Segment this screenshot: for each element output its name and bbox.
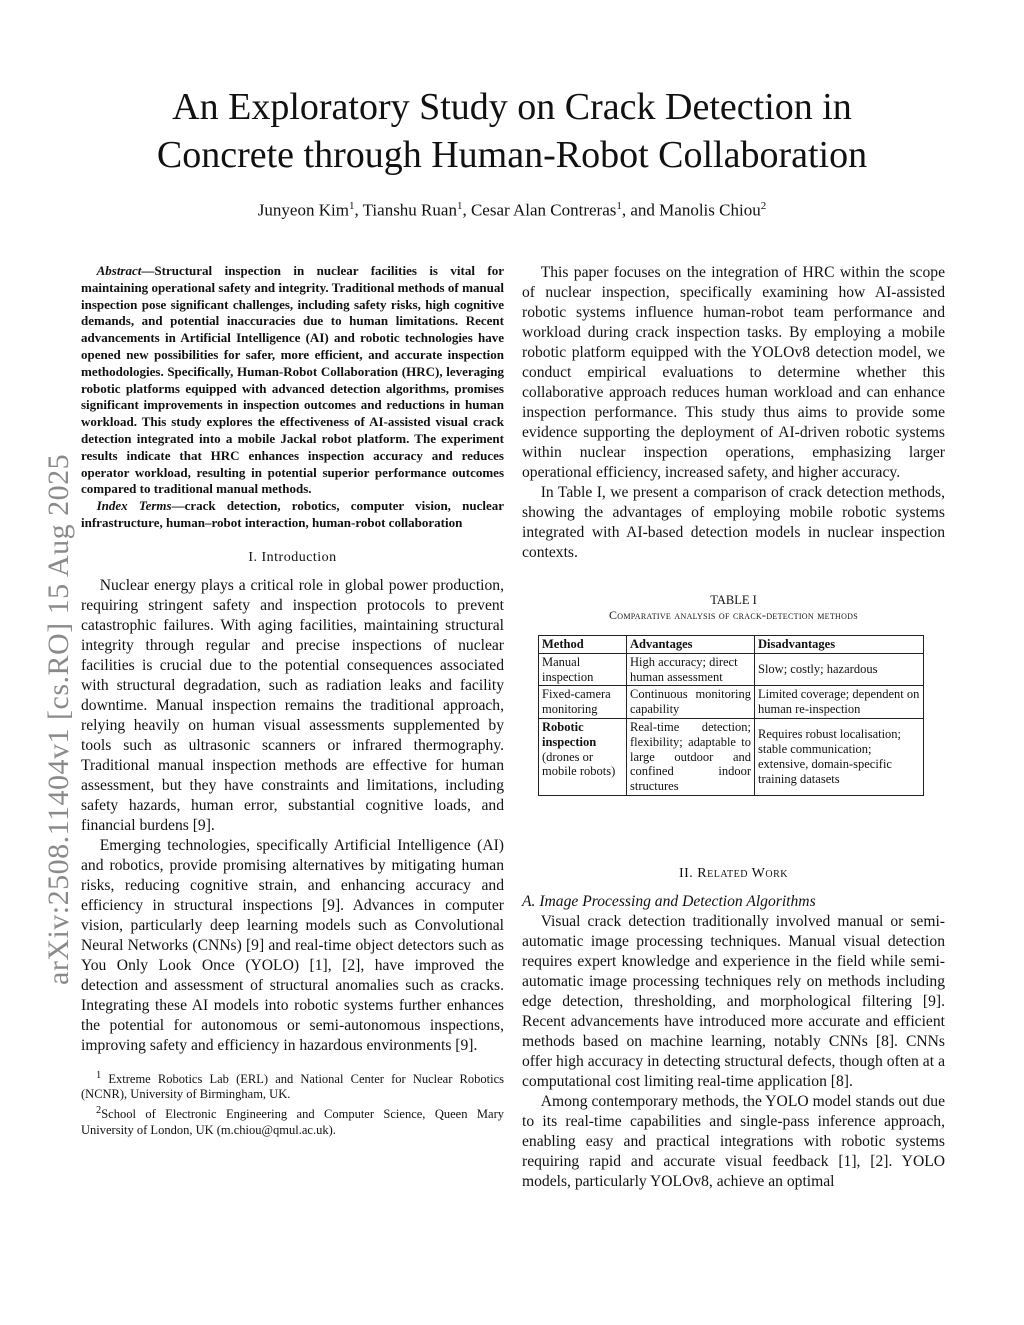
section-heading-introduction: I. Introduction bbox=[248, 549, 337, 565]
body-paragraph: This paper focuses on the integration of HRC within the scope of nuclear inspection, specifically examining how AI-assisted robotic systems influence human-robot team performance and workload during crack inspection tasks. By employing a mobile robotic platform equipped with the YOLOv8 detection model, we conduct empirical evaluations to determine whether this collaborative approach reduces human workload and can enhance inspection performance. This study thus aims to provide some evidence supporting the deployment of AI-driven robotic systems within nuclear inspection operations, emphasizing larger operational efficiency, increased safety, and higher accuracy. bbox=[522, 264, 945, 481]
table-title: Comparative analysis of crack-detection methods bbox=[608, 608, 859, 622]
index-terms-text: —crack detection, robotics, computer vision, nuclear infrastructure, human–robot interaction, human-robot collaboration bbox=[81, 498, 504, 530]
method-bold-label: Robotic inspection bbox=[542, 719, 597, 749]
left-column bbox=[81, 263, 504, 1138]
body-paragraph: Among contemporary methods, the YOLO model stands out due to its real-time capabilities and single-pass inference approach, enabling easy and practical integrations with robotic systems requiring rapid and accurate visual feedback [1], [2]. YOLO models, particularly YOLOv8, achieve an optimal bbox=[522, 1092, 945, 1190]
author-separator: , bbox=[354, 200, 363, 220]
section-heading-related-work: II. Related Work bbox=[678, 865, 788, 881]
table-cell-advantages: Real-time detection; flexibility; adaptable to large outdoor and confined indoor structures bbox=[627, 718, 755, 795]
title-line-2: Concrete through Human-Robot Collaboration bbox=[156, 134, 868, 176]
comparison-table bbox=[538, 635, 924, 796]
title-line-1: An Exploratory Study on Crack Detection in bbox=[172, 86, 852, 128]
arxiv-identifier: arXiv:2508.11404v1 [cs.RO] 15 Aug 2025 bbox=[42, 453, 75, 985]
table-header-cell: Method bbox=[539, 636, 627, 654]
affiliation-mark: 1 bbox=[348, 200, 355, 212]
author-name: Manolis Chiou bbox=[659, 200, 761, 220]
affiliation-mark: 1 bbox=[616, 200, 622, 212]
author-name: Tianshu Ruan bbox=[362, 200, 457, 220]
method-note: (drones or mobile robots) bbox=[542, 749, 616, 779]
table-cell-disadvantages: Limited coverage; dependent on human re-inspection bbox=[755, 686, 924, 719]
abstract-label: Abstract bbox=[96, 263, 142, 278]
table-cell-method: Manual inspection bbox=[539, 653, 627, 686]
footnote-text: School of Electronic Engineering and Computer Science, Queen Mary University of London, UK (m.chiou@qmul.ac.uk). bbox=[81, 1107, 504, 1137]
table-row bbox=[539, 653, 924, 686]
intro-paragraph: Nuclear energy plays a critical role in global power production, requiring stringent safety and inspection protocols to prevent catastrophic failures. With aging facilities, maintaining structural integrity through regular and precise inspections of nuclear facilities is crucial due to the potential consequences associated with structural degradation, such as radiation leaks and facility downtime. Manual inspection remains the traditional approach, relying heavily on human visual assessments supplemented by tools such as ultrasonic scanners or infrared thermography. Traditional manual inspection methods are effective for human assessment, but they have constraints and limitations, including safety hazards, human error, substantial cognitive loads, and financial burdens [9]. bbox=[81, 576, 504, 834]
table-header-cell: Advantages bbox=[627, 636, 755, 654]
right-column bbox=[522, 263, 945, 1192]
author-separator: , bbox=[462, 200, 471, 220]
subsection-heading: A. Image Processing and Detection Algorithms bbox=[522, 892, 816, 910]
affiliation-mark: 2 bbox=[760, 200, 767, 212]
table-cell-advantages: Continuous monitoring capability bbox=[627, 686, 755, 719]
footnote-mark: 1 bbox=[96, 1069, 102, 1081]
index-terms bbox=[81, 498, 504, 532]
body-paragraph: Visual crack detection traditionally involved manual or semi-automatic image processing techniques. Manual visual detection requires expert knowledge and experience in the field while semi-automatic image processing techniques rely on methods including edge detection, thresholding, and morphological filtering [9]. Recent advancements have introduced more accurate and efficient methods based on machine learning, notably CNNs [8]. CNNs offer high accuracy in detecting structural defects, though often at a computational cost limiting real-time application [8]. bbox=[522, 912, 945, 1090]
footnote-text: Extreme Robotics Lab (ERL) and National Center for Nuclear Robotics (NCNR), University of Birmingham, UK. bbox=[81, 1071, 505, 1102]
author-separator: , and bbox=[621, 200, 660, 220]
author-name: Junyeon Kim bbox=[257, 200, 349, 220]
table-caption bbox=[522, 593, 945, 623]
footnotes bbox=[81, 1068, 504, 1138]
table-cell-disadvantages: Slow; costly; hazardous bbox=[755, 653, 924, 686]
body-paragraph: In Table I, we present a comparison of crack detection methods, showing the advantages of employing mobile robotic systems integrated with AI-based detection models in nuclear inspection contexts. bbox=[522, 484, 945, 561]
footnote bbox=[81, 1068, 504, 1103]
table-header-row bbox=[539, 636, 924, 654]
footnote-mark: 2 bbox=[96, 1104, 102, 1116]
table-row bbox=[539, 718, 924, 795]
table-cell-advantages: High accuracy; direct human assessment bbox=[627, 653, 755, 686]
table-cell-method bbox=[539, 718, 627, 795]
paper-title bbox=[0, 83, 1024, 179]
table-label: TABLE I bbox=[710, 593, 757, 607]
table-row bbox=[539, 686, 924, 719]
index-terms-label: Index Terms bbox=[96, 498, 172, 514]
footnote bbox=[81, 1103, 504, 1138]
author-list bbox=[0, 200, 1024, 221]
abstract bbox=[81, 263, 504, 498]
table-cell-disadvantages: Requires robust localisation; stable communication; extensive, domain-specific training datasets bbox=[755, 718, 924, 795]
intro-paragraph: Emerging technologies, specifically Artificial Intelligence (AI) and robotics, provide promising alternatives by mitigating human risks, reducing cognitive strain, and enhancing accuracy and efficiency in structural inspections [9]. Advances in computer vision, particularly deep learning models such as Convolutional Neural Networks (CNNs) [9] and real-time object detectors such as You Only Look Once (YOLO) [1], [2], have improved the detection and assessment of structural anomalies such as cracks. Integrating these AI models into robotic systems further enhances the potential for autonomous or semi-autonomous inspections, improving safety and efficiency in hazardous environments [9]. bbox=[81, 836, 504, 1054]
affiliation-mark: 1 bbox=[456, 200, 463, 212]
author-name: Cesar Alan Contreras bbox=[470, 200, 617, 220]
table-header-cell: Disadvantages bbox=[755, 636, 924, 654]
abstract-text: —Structural inspection in nuclear facilities is vital for maintaining operational safety and integrity. Traditional methods of manual inspection pose significant challenges, including safety risks, high cognitive demands, and potential inaccuracies due to human limitations. Recent advancements in Artificial Intelligence (AI) and robotic technologies have opened new possibilities for safer, more efficient, and accurate inspection methodologies. Specifically, Human-Robot Collaboration (HRC), leveraging robotic platforms equipped with advanced detection algorithms, promises significant improvements in inspection outcomes and reductions in human workload. This study explores the effectiveness of AI-assisted visual crack detection integrated into a mobile Jackal robot platform. The experiment results indicate that HRC enhances inspection accuracy and reduces operator workload, resulting in potential superior performance outcomes compared to traditional manual methods. bbox=[81, 263, 504, 497]
table-cell-method: Fixed-camera monitoring bbox=[539, 686, 627, 719]
